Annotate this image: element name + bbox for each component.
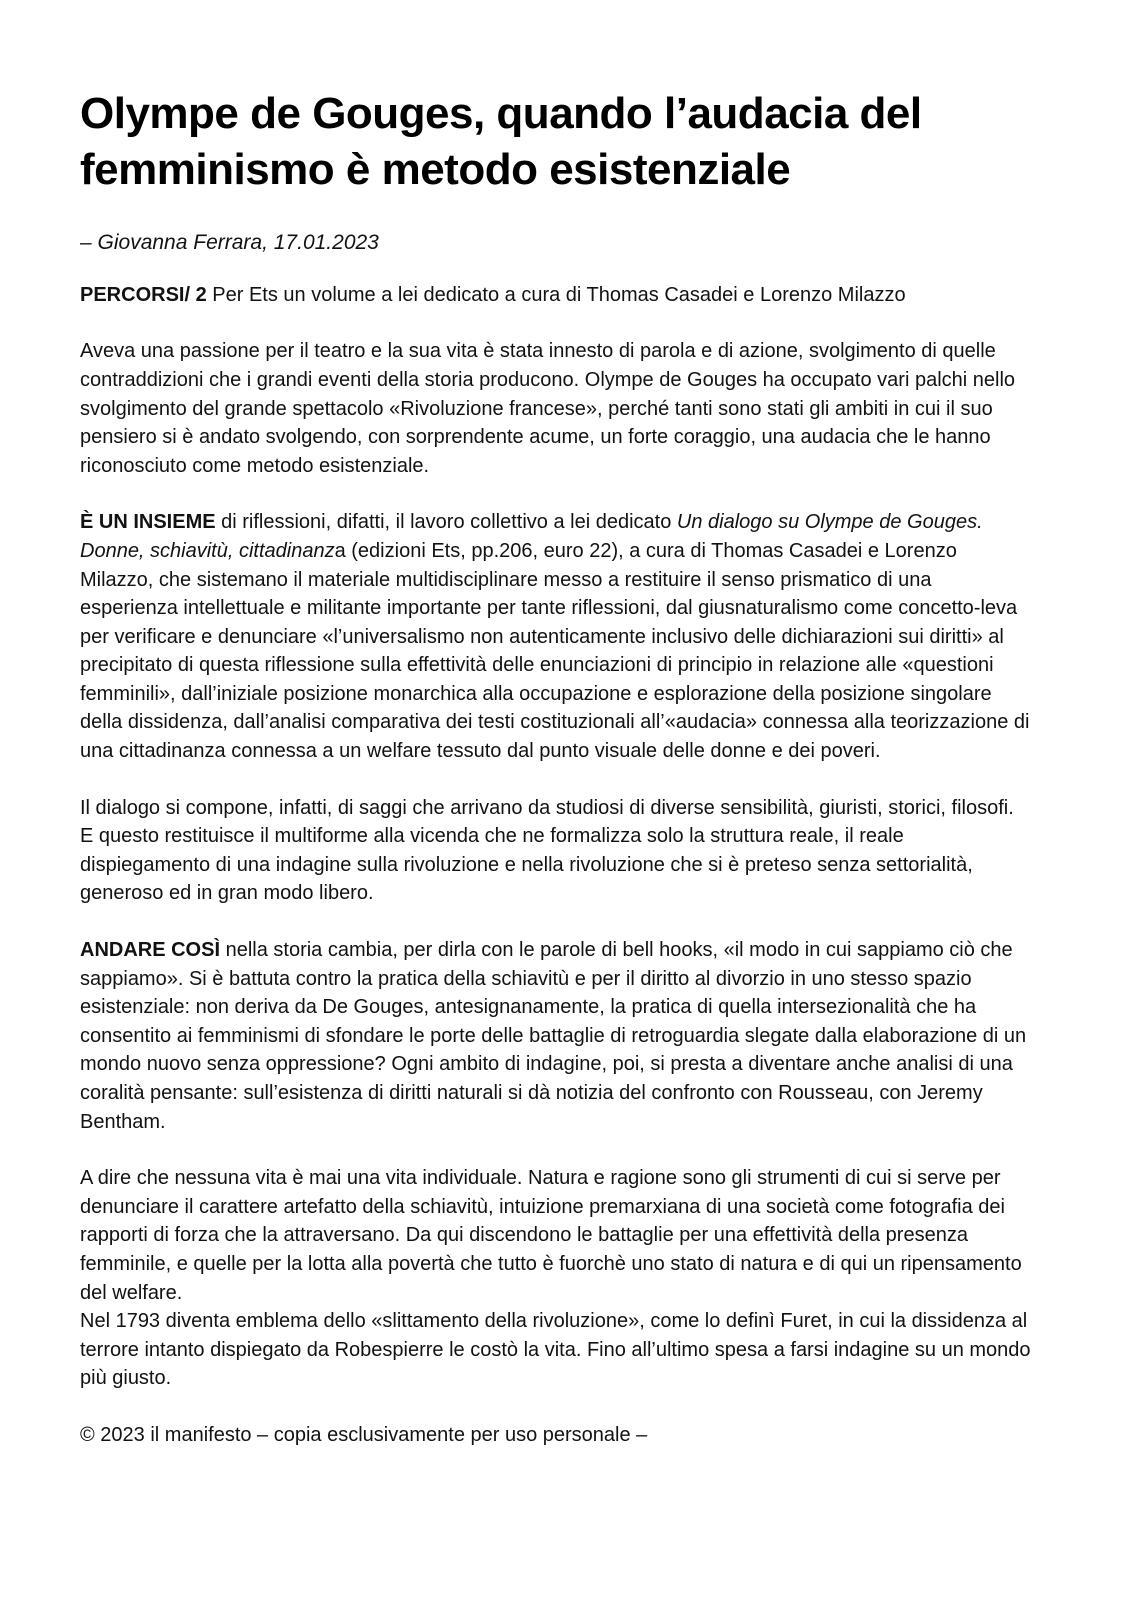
paragraph-1: Aveva una passione per il teatro e la sua vita è stata innesto di parola e di azione, svolgimento di quelle contraddizioni che i grandi eventi della storia producono. Olympe de Gouges ha occupato vari palchi nello svolgimento del grande spettacolo «Rivoluzione francese», perché tanti sono stati gli ambiti in cui il suo pensiero si è andato svolgendo, con sorprendente acume, un forte coraggio, una audacia che le hanno riconosciuto come metodo esistenziale. xyxy=(80,340,1016,477)
paragraph-2-text: di riflessioni, difatti, il lavoro collettivo a lei dedicato xyxy=(215,511,677,534)
copyright-notice: © 2023 il manifesto – copia esclusivamente per uso personale – xyxy=(80,1423,648,1446)
paragraph-5-part2: Nel 1793 diventa emblema dello «slittamento della rivoluzione», come lo definì Furet, in cui la dissidenza al terrore intanto dispiegato da Robespierre le costò la vita. Fino all’ultimo spesa a farsi indagine su un mondo più giusto. xyxy=(80,1310,1031,1390)
article-byline: – Giovanna Ferrara, 17.01.2023 xyxy=(80,230,379,254)
kicker-label: PERCORSI/ 2 xyxy=(80,283,207,306)
paragraph-4-lead: ANDARE COSÌ xyxy=(80,939,221,962)
kicker-text: Per Ets un volume a lei dedicato a cura di Thomas Casadei e Lorenzo Milazzo xyxy=(206,283,906,306)
paragraph-4-text: nella storia cambia, per dirla con le parole di bell hooks, «il modo in cui sappiamo ciò che sappiamo». Si è battuta contro la pratica della schiavitù e per il diritto al divorzio in uno stesso spazio esistenziale: non deriva da De Gouges, antesignanamente, la pratica di quella intersezionalità che ha consentito ai femminismi di sfondare le porte delle battaglie di retroguardia slegate dalla elaborazione di un mondo nuovo senza oppressione? Ogni ambito di indagine, poi, si presta a diventare anche analisi di una coralità pensante: sull’esistenza di diritti naturali si dà notizia del confronto con Rousseau, con Jeremy Bentham. xyxy=(80,939,1027,1133)
book-title-italic: Un dialogo su Olympe de Gouges. Donne, schiavitù, cittadinanz xyxy=(80,511,983,562)
paragraph-3: Il dialogo si compone, infatti, di saggi che arrivano da studiosi di diverse sensibilità, giuristi, storici, filosofi. E questo restituisce il multiforme alla vicenda che ne formalizza solo la struttura reale, il reale dispiegamento di una indagine sulla rivoluzione e nella rivoluzione che si è preteso senza settorialità, generoso ed in gran modo libero. xyxy=(80,796,1014,905)
paragraph-5-part1: A dire che nessuna vita è mai una vita individuale. Natura e ragione sono gli strumenti di cui si serve per denunciare il carattere artefatto della schiavitù, intuizione premarxiana di una società come fotografia dei rapporti di forza che la attraversano. Da qui discendono le battaglie per una effettività della presenza femminile, e quelle per la lotta alla povertà che tutto è fuorchè uno stato di natura e di qui un ripensamento del welfare. xyxy=(80,1167,1022,1304)
paragraph-5 xyxy=(80,1164,1032,1393)
paragraph-4 xyxy=(80,936,1032,1136)
page-title: Olympe de Gouges, quando l’audacia del femminismo è metodo esistenziale xyxy=(80,89,922,195)
paragraph-2-lead: È UN INSIEME xyxy=(80,511,216,534)
paragraph-2-rest: a (edizioni Ets, pp.206, euro 22), a cura di Thomas Casadei e Lorenzo Milazzo, che sistemano il materiale multidisciplinare messo a restituire il senso prismatico di una esperienza intellettuale e militante importante per tante riflessioni, dal giusnaturalismo come concetto-leva per verificare e denunciare «l’universalismo non autenticamente inclusivo delle dichiarazioni sui diritti» al precipitato di questa riflessione sulla effettività delle enunciazioni di principio in relazione alle «questioni femminili», dall’iniziale posizione monarchica alla occupazione e esplorazione della posizione singolare della dissidenza, dall’analisi comparativa dei testi costituzionali all’«audacia» connessa alla teorizzazione di una cittadinanza connessa a un welfare tessuto dal punto visuale delle donne e dei poveri. xyxy=(80,539,1030,763)
article-kicker xyxy=(80,281,1032,309)
paragraph-2 xyxy=(80,508,1032,765)
